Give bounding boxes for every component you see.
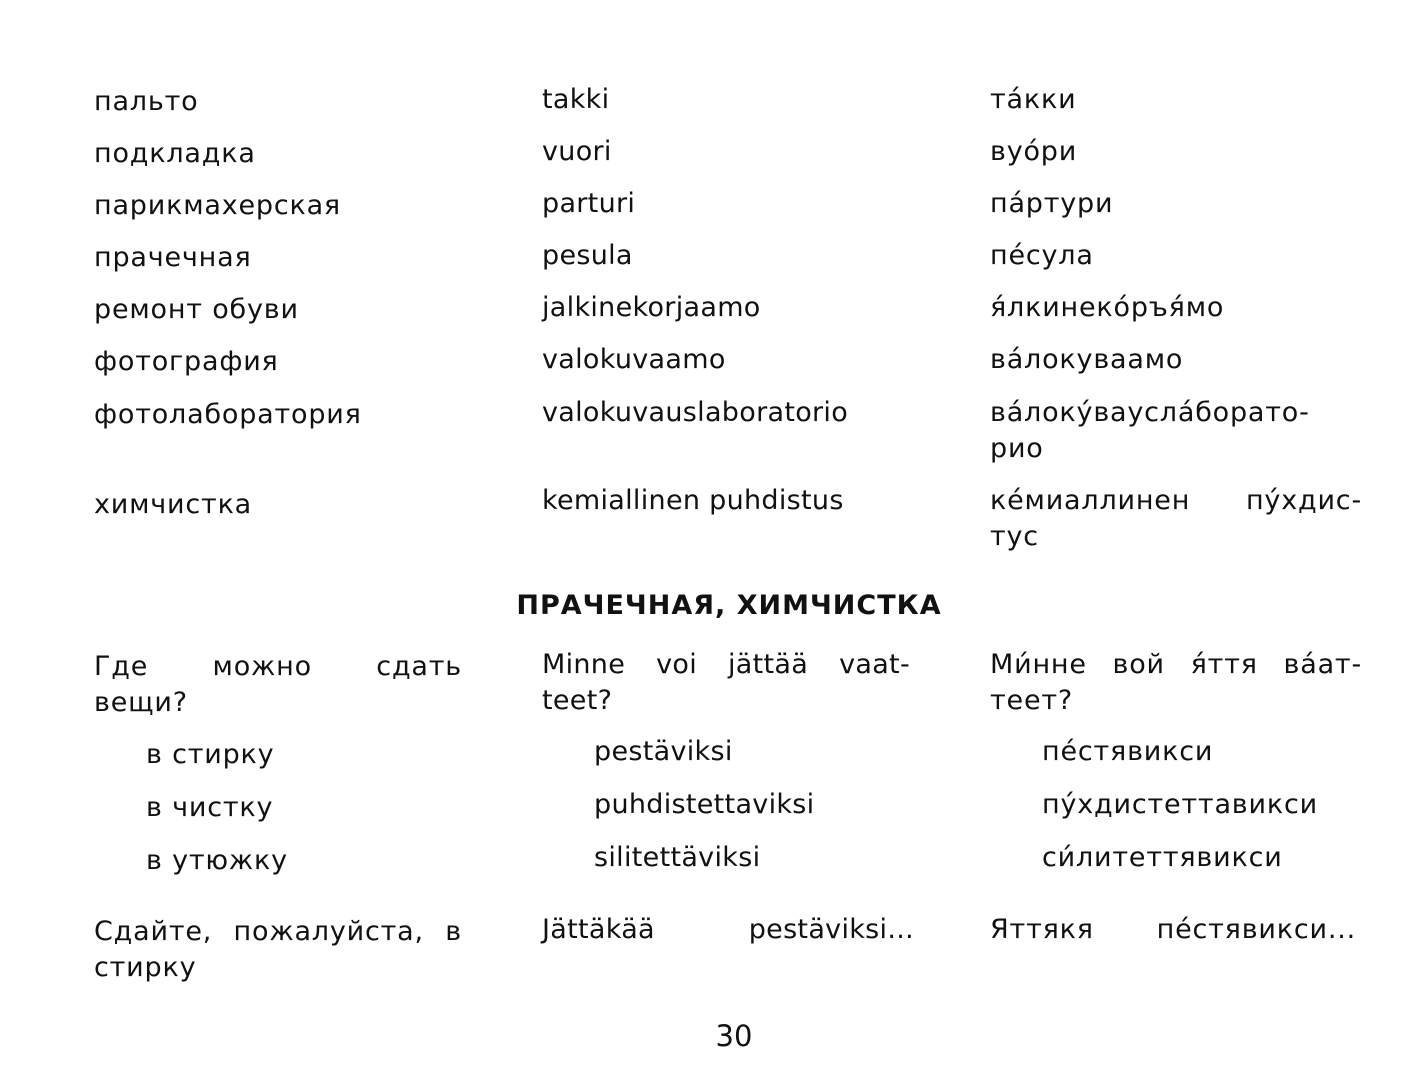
transcription: ва́локуваамо [990,344,1184,375]
transcription: я́лкинеко́ръя́мо [990,292,1225,323]
finnish-phrase: pestäviksi [594,736,733,767]
russian-phrase: в стирку [146,739,275,770]
transcription: ке́миаллинен пу́хдис- тус [990,485,1362,552]
finnish-term: pesula [542,240,633,271]
transcription: пе́стявикси [1042,736,1214,767]
russian-term: химчистка [94,489,253,520]
finnish-term: vuori [542,136,612,167]
finnish-phrase: puhdistettaviksi [594,789,815,820]
russian-term: прачечная [94,242,252,273]
finnish-term: valokuvauslaboratorio [542,397,849,428]
transcription: Яттякя пе́стявикси... [990,914,1356,945]
transcription: пу́хдистеттавикси [1042,789,1318,820]
russian-phrase: Где можно сдать вещи? [94,651,462,718]
russian-term: фотография [94,346,279,377]
russian-term: парикмахерская [94,190,341,221]
finnish-term: kemiallinen puhdistus [542,485,844,516]
finnish-phrase: Minne voi jättää vaat- teet? [542,649,910,716]
section-title: ПРАЧЕЧНАЯ, ХИМЧИСТКА [516,590,942,621]
russian-term: фотолаборатория [94,399,362,430]
russian-term: подкладка [94,138,256,169]
transcription: Ми́нне вой я́ття ва́ат- теет? [990,649,1362,716]
transcription: па́ртури [990,188,1114,219]
transcription: ва́локу́ваусла́борато- рио [990,397,1310,464]
finnish-phrase: Jättäkää pestäviksi... [542,914,914,945]
finnish-term: parturi [542,188,636,219]
russian-phrase: Сдайте, пожалуйста, в стирку [94,916,462,983]
russian-term: ремонт обуви [94,294,299,325]
finnish-term: takki [542,84,610,115]
finnish-term: valokuvaamo [542,344,726,375]
russian-phrase: в утюжку [146,845,288,876]
transcription: пе́сула [990,240,1094,271]
transcription: си́литеттявикси [1042,842,1283,873]
transcription: вуо́ри [990,136,1078,167]
finnish-term: jalkinekorjaamo [542,292,761,323]
finnish-phrase: silitettäviksi [594,842,761,873]
page-number: 30 [715,1019,753,1053]
russian-phrase: в чистку [146,792,274,823]
transcription: та́кки [990,84,1077,115]
russian-term: пальто [94,86,199,117]
